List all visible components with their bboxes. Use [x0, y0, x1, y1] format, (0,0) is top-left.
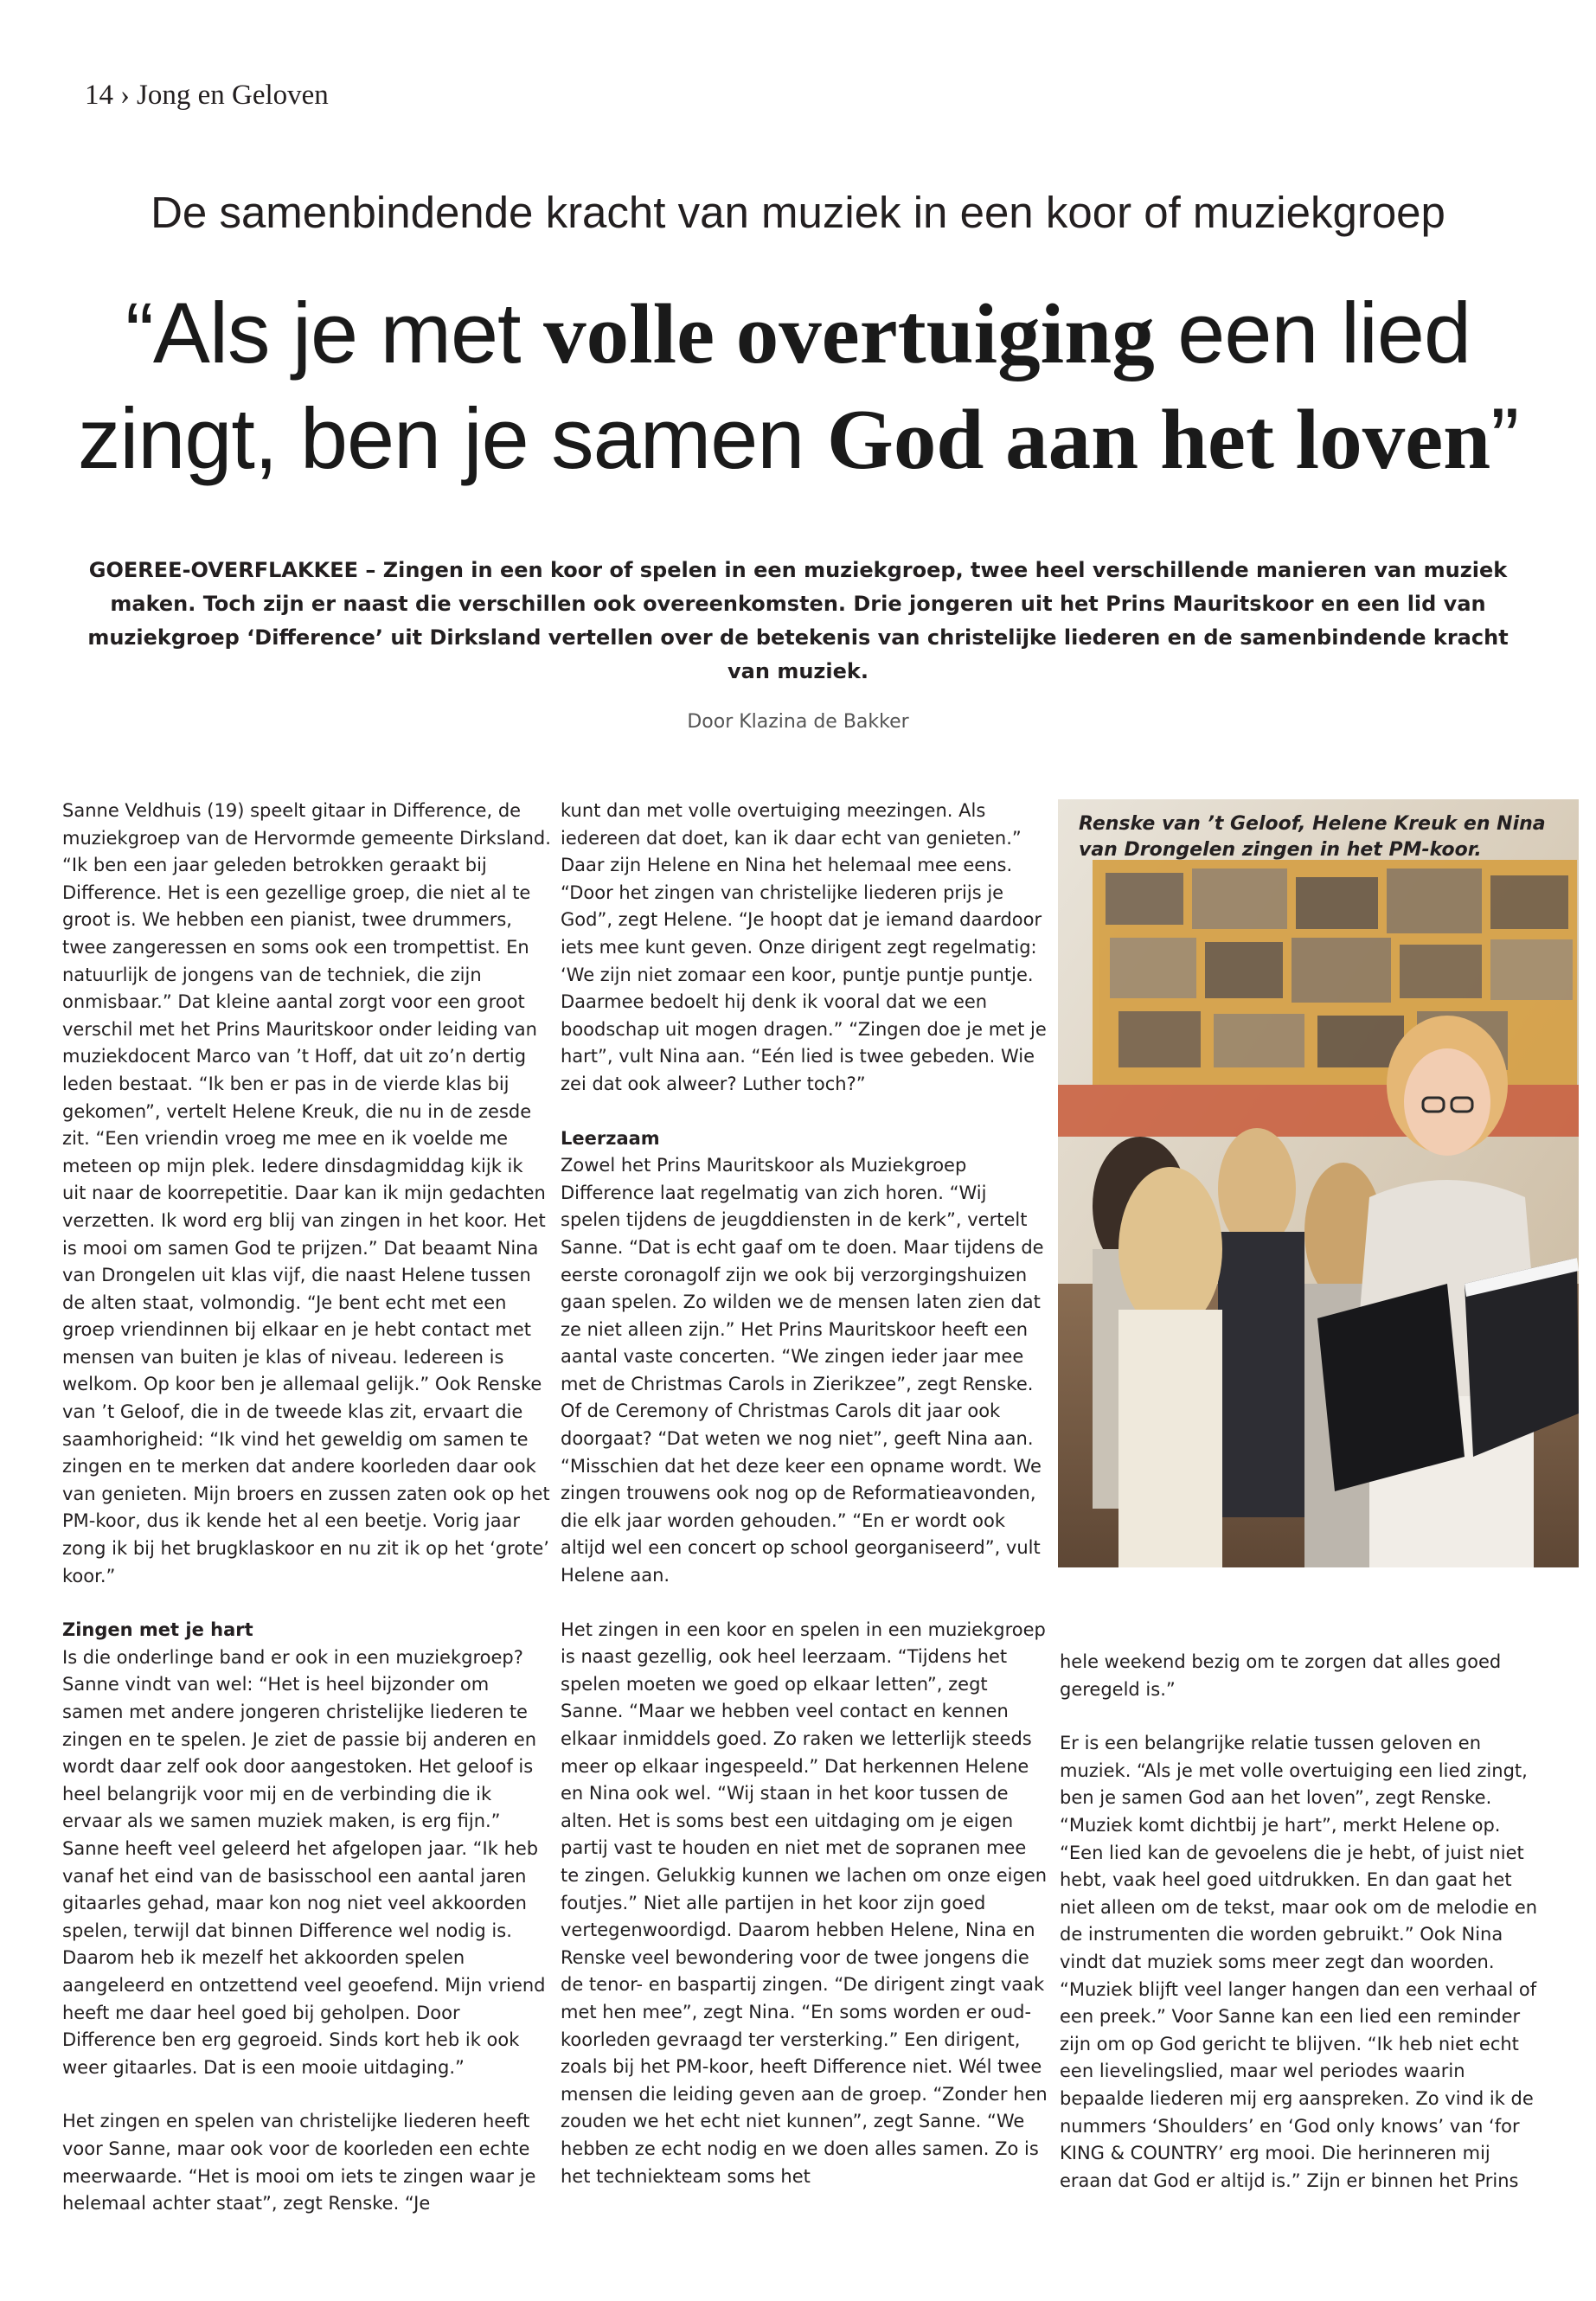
page-number: 14 — [85, 80, 113, 111]
text-column-1 — [62, 798, 551, 2218]
running-head — [85, 80, 329, 112]
article-lead: GOEREE-OVERFLAKKEE – Zingen in een koor of spelen in een muziekgroep, twee heel verschillende manieren van muziek maken. Toch zijn er naast die verschillen ook overeenkomsten. Drie jongeren uit het Prins Mauritskoor en een lid van muziekgroep ‘Difference’ uit Dirksland vertellen over de betekenis van christelijke liederen en de samenbindende kracht van muziek. — [87, 558, 1509, 683]
article-photo — [1058, 799, 1579, 1567]
paragraph: Er is een belangrijke relatie tussen geloven en muziek. “Als je met volle overtuiging een lied zingt, ben je samen God aan het loven”, zegt Renske. “Muziek komt dichtbij je hart”, merkt Helene op. “Een lied kan de gevoelens die je hebt, of juist niet hebt, vaak heel goed uitdrukken. En dan gaat het niet alleen om de tekst, maar ook om de melodie en de instrumenten die worden gebruikt.” Ook Nina vindt dat muziek soms meer zegt dan woorden. “Muziek blijft veel langer hangen dan een verhaal of een preek.” Voor Sanne kan een lied een reminder zijn om op God gericht te blijven. “Ik heb niet echt een lievelingslied, maar wel periodes waarin bepaalde liederen mij erg aanspreken. Zo vind ik de nummers ‘Shoulders’ en ‘God only knows’ van ‘for KING & COUNTRY’ erg mooi. Die herinneren mij eraan dat God er altijd is.” Zijn er binnen het Prins — [1060, 1733, 1538, 2191]
headline-part-3: zingt, ben je samen — [77, 390, 827, 486]
paragraph: Sanne Veldhuis (19) speelt gitaar in Difference, de muziekgroep van de Hervormde gemeente Dirksland. “Ik ben een jaar geleden betrokken geraakt bij Difference. Het is een gezellige groep, die niet al te groot is. We hebben een pianist, twee drummers, twee zangeressen en soms ook een trompettist. En natuurlijk de jongens van de techniek, die zijn onmisbaar.” Dat kleine aantal zorgt voor een groot verschil met het Prins Mauritskoor onder leiding van muziekdocent Marco van ’t Hoff, dat uit zo’n dertig leden bestaat. “Ik ben er pas in de vierde klas bij gekomen”, vertelt Helene Kreuk, die nu in de zesde zit. “Een vriendin vroeg me mee en ik voelde me meteen op mijn plek. Iedere dinsdagmiddag kijk ik uit naar de koorrepetitie. Daar kan ik mijn gedachten verzetten. Ik word erg blij van zingen in het koor. Het is mooi om samen God te prijzen.” Dat beaamt Nina van Drongelen uit klas vijf, die naast Helene tussen de alten staat, volmondig. “Je bent echt met een groep vriendinnen bij elkaar en je hebt contact met mensen van buiten je klas of niveau. Iedereen is welkom. Op koor ben je allemaal gelijk.” Ook Renske van ’t Geloof, die in de tweede klas zit, ervaart die saamhorigheid: “Ik vind het geweldig om samen te zingen en te merken dat andere koorleden daar ook van genieten. Mijn broers en zussen zaten ook op het PM-koor, dus ik kende het al een beetje. Vorig jaar zong ik bij het brugklaskoor en nu zit ik op het ‘grote’ koor.” — [62, 800, 551, 1586]
text-column-2 — [561, 798, 1049, 2190]
article-kicker: De samenbindende kracht van muziek in een koor of muziekgroep — [151, 188, 1445, 237]
section-title: Jong en Geloven — [137, 80, 329, 111]
paragraph: hele weekend bezig om te zorgen dat alles goed geregeld is.” — [1060, 1651, 1502, 1700]
article-byline: Door Klazina de Bakker — [687, 711, 909, 733]
paragraph: kunt dan met volle overtuiging meezingen. Als iedereen dat doet, kan ik daar echt van genieten.” Daar zijn Helene en Nina het helemaal mee eens. “Door het zingen van christelijke liederen prijs je God”, zegt Helene. “Je hoopt dat je iemand daardoor iets mee kunt geven. Onze dirigent zegt regelmatig: ‘We zijn niet zomaar een koor, puntje puntje puntje. Daarmee bedoelt hij denk ik vooral dat we een boodschap uit mogen dragen.” “Zingen doe je met je hart”, vult Nina aan. “Eén lied is twee gebeden. Wie zei dat ook alweer? Luther toch?” — [561, 800, 1047, 1094]
choir-photo-illustration — [1058, 799, 1579, 1567]
chevron-right-icon: › — [120, 80, 130, 111]
photo-caption: Renske van ’t Geloof, Helene Kreuk en Nina van Drongelen zingen in het PM-koor. — [1079, 813, 1546, 861]
headline-close-quote: ” — [1490, 390, 1519, 486]
headline-bold-1: volle overtuiging — [543, 287, 1155, 381]
paragraph: Zowel het Prins Mauritskoor als Muziekgroep Difference laat regelmatig van zich horen. “Wij spelen tijdens de jeugddiensten in de kerk”, vertelt Sanne. “Dat is echt gaaf om te doen. Maar tijdens de eerste coronagolf zijn we ook bij verzorgingshuizen gaan spelen. Zo wilden we de mensen laten zien dat ze niet alleen zijn.” Het Prins Mauritskoor heeft een aantal vaste concerten. “We zingen ieder jaar mee met de Christmas Carols in Zierikzee”, zegt Renske. Of de Ceremony of Christmas Carols dit jaar ook doorgaat? “Dat weten we nog niet”, geeft Nina aan. “Misschien dat het deze keer een opname wordt. We zingen trouwens ook nog op de Reformatieavonden, die elk jaar worden gehouden.” “En er wordt ook altijd wel een concert op school georganiseerd”, vult Helene aan. — [561, 1155, 1044, 1586]
headline-bold-2: God aan het loven — [826, 393, 1491, 487]
paragraph: Het zingen in een koor en spelen in een muziekgroep is naast gezellig, ook heel leerzaam. “Tijdens het spelen moeten we goed op elkaar letten”, zegt Sanne. “Maar we hebben veel contact en kennen elkaar inmiddels goed. Zo raken we letterlijk steeds meer op elkaar ingespeeld.” Dat herkennen Helene en Nina ook wel. “Wij staan in het koor tussen de alten. Het is soms best een uitdaging om je eigen partij vast te houden en niet met de sopranen mee te zingen. Gelukkig kunnen we lachen om onze eigen foutjes.” Niet alle partijen in het koor zijn goed vertegenwoordigd. Daarom hebben Helene, Nina en Renske veel bewondering voor de twee jongens die de tenor- en baspartij zingen. “De dirigent zingt vaak met hen mee”, zegt Nina. “En soms worden er oud-koorleden gevraagd ter versterking.” Een dirigent, zoals bij het PM-koor, heeft Difference niet. Wél twee mensen die leiding geven aan de groep. “Zonder hen zouden we het echt niet kunnen”, zegt Sanne. “We hebben ze echt nodig en we doen alles samen. Zo is het techniekteam soms het — [561, 1618, 1048, 2187]
headline-open-quote: “ — [125, 285, 153, 381]
article-headline — [35, 281, 1561, 492]
paragraph: Is die onderlinge band er ook in een muziekgroep? Sanne vindt van wel: “Het is heel bijzonder om samen met andere jongeren christelijke liederen te zingen en te spelen. Je ziet de passie bij anderen en wordt daar zelf ook door aangestoken. Het geloof is heel belangrijk voor mij en de verbinding die ik ervaar als we samen muziek maken, is erg fijn.” Sanne heeft veel geleerd het afgelopen jaar. “Ik heb vanaf het eind van de basisschool een aantal jaren gitaarles gehad, maar kon nog niet veel akkoorden spelen, terwijl dat binnen Difference wel nodig is. Daarom heb ik mezelf het akkoorden spelen aangeleerd en ontzettend veel geoefend. Mijn vriend heeft me daar heel goed bij geholpen. Door Difference ben erg gegroeid. Sinds kort heb ik ook weer gitaarles. Dat is een mooie uitdaging.” — [62, 1646, 546, 2078]
headline-part-2: een lied — [1154, 285, 1471, 381]
subheading: Leerzaam — [561, 1127, 660, 1149]
subheading: Zingen met je hart — [62, 1619, 253, 1641]
paragraph: Het zingen en spelen van christelijke liederen heeft voor Sanne, maar ook voor de koorleden een echte meerwaarde. “Het is mooi om iets te zingen waar je helemaal achter staat”, zegt Renske. “Je — [62, 2111, 536, 2214]
text-column-3 — [1060, 1649, 1544, 2195]
headline-part-1: Als je met — [152, 285, 544, 381]
